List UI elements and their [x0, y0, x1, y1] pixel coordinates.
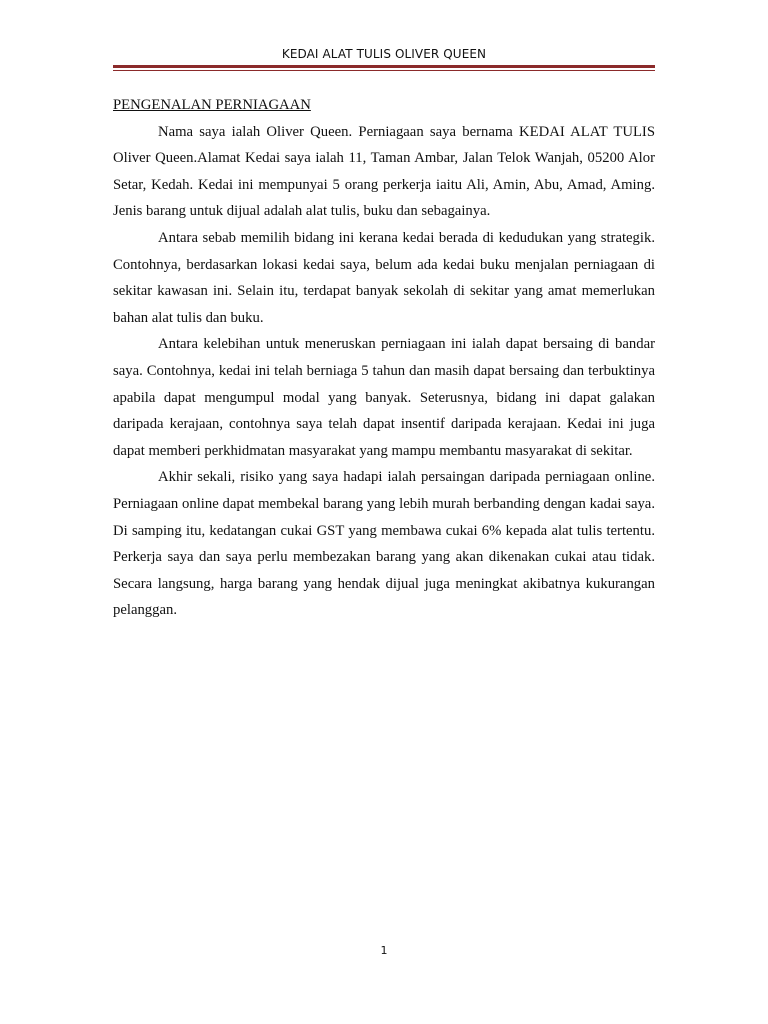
header-rule-thin: [113, 70, 655, 71]
page-header-title: KEDAI ALAT TULIS OLIVER QUEEN: [281, 47, 487, 61]
paragraph-reason: Antara sebab memilih bidang ini kerana kedai berada di kedudukan yang strategik. Contohnya, berdasarkan lokasi kedai saya, belum ada kedai buku menjalan perniagaan di sekitar kawasan ini. Selain itu, terdapat banyak sekolah di sekitar yang amat memerlukan bahan alat tulis dan buku.: [113, 229, 655, 326]
paragraph-intro: Nama saya ialah Oliver Queen. Perniagaan saya bernama KEDAI ALAT TULIS Oliver Queen.Alamat Kedai saya ialah 11, Taman Ambar, Jalan Telok Wanjah, 05200 Alor Setar, Kedah. Kedai ini mempunyai 5 orang perkerja iaitu Ali, Amin, Abu, Amad, Aming. Jenis barang untuk dijual adalah alat tulis, buku dan sebagainya.: [113, 123, 655, 220]
document-body: [113, 92, 655, 624]
paragraph-advantages: Antara kelebihan untuk meneruskan perniagaan ini ialah dapat bersaing di bandar saya. Contohnya, kedai ini telah berniaga 5 tahun dan masih dapat bersaing dan terbuktinya apabila dapat mengumpul modal yang banyak. Seterusnya, bidang ini dapat galakan daripada kerajaan, contohnya saya telah dapat insentif daripada kerajaan. Kedai ini juga dapat memberi perkhidmatan masyarakat yang mampu membantu masyarakat di sekitar.: [113, 336, 655, 459]
page-number: 1: [380, 944, 388, 957]
paragraph-risks: Akhir sekali, risiko yang saya hadapi ialah persaingan daripada perniagaan online. Perniagaan online dapat membekal barang yang lebih murah berbanding dengan kadai saya. Di samping itu, kedatangan cukai GST yang membawa cukai 6% kepada alat tulis tertentu. Perkerja saya dan saya perlu membezakan barang yang akan dikenakan cukai atau tidak. Secara langsung, harga barang yang hendak dijual juga meningkat akibatnya kukurangan pelanggan.: [113, 469, 655, 619]
section-heading: PENGENALAN PERNIAGAAN: [113, 97, 311, 113]
header-rule-thick: [113, 65, 655, 68]
